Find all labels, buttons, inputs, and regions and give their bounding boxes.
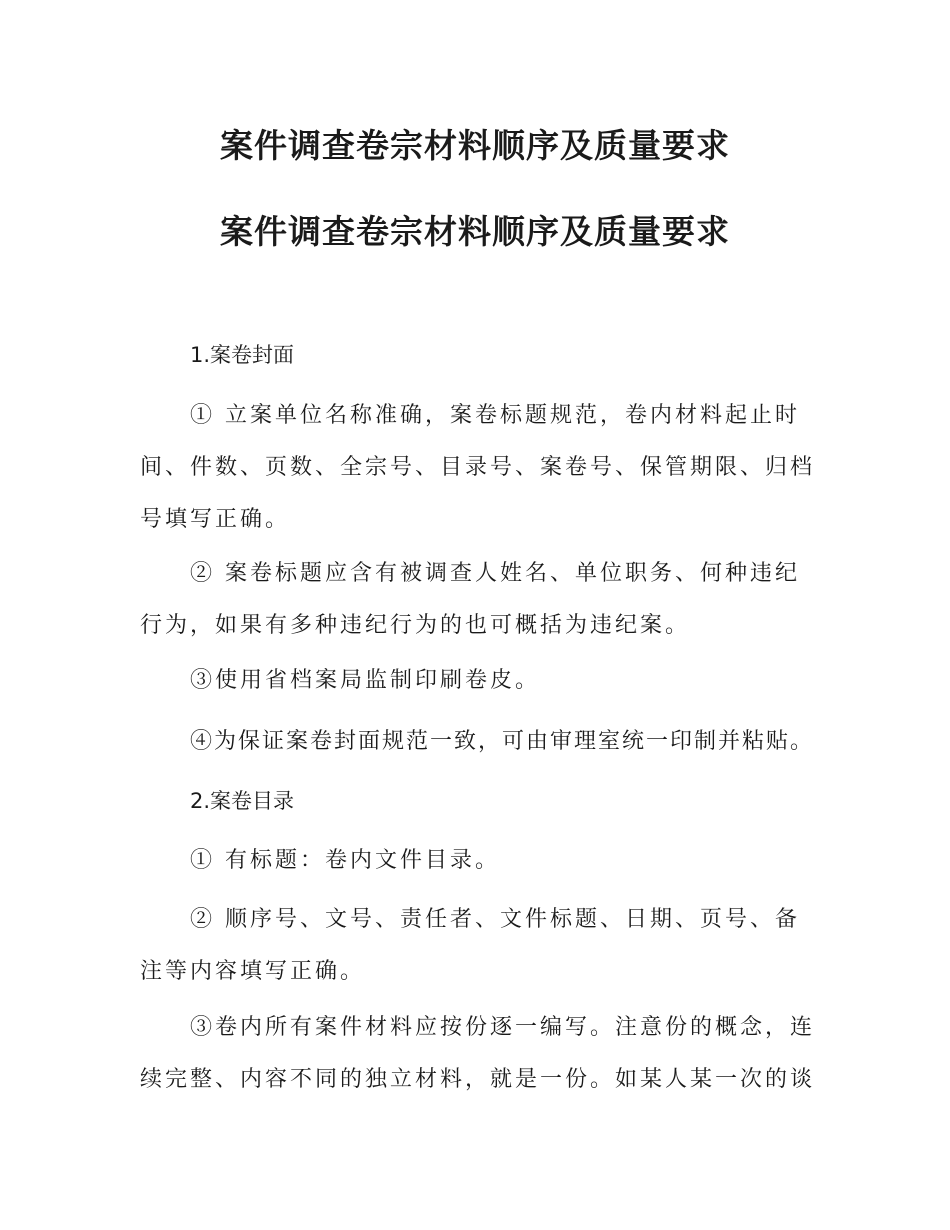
text-line: ② 顺序号、文号、责任者、文件标题、日期、页号、备: [190, 907, 800, 932]
text-line: ② 案卷标题应含有被调查人姓名、单位职务、何种违纪: [190, 561, 800, 586]
document-subtitle: 案件调查卷宗材料顺序及质量要求: [220, 212, 730, 251]
text-line: ① 立案单位名称准确，案卷标题规范，卷内材料起止时: [190, 403, 800, 428]
section-heading-catalog: 2.案卷目录: [190, 789, 295, 813]
text-line: ③卷内所有案件材料应按份逐一编写。注意份的概念，连: [190, 1015, 816, 1040]
text-line: ① 有标题：卷内文件目录。: [190, 848, 500, 873]
paragraph-catalog-1: [140, 835, 830, 887]
text-line: 续完整、内容不同的独立材料，就是一份。如某人某一次的谈: [140, 1067, 816, 1092]
text-line: 间、件数、页数、全宗号、目录号、案卷号、保管期限、归档: [140, 455, 816, 480]
paragraph-cover-2: [140, 548, 830, 652]
document-title: 案件调查卷宗材料顺序及质量要求: [220, 126, 730, 165]
paragraph-cover-4: [140, 716, 830, 768]
text-line: 行为，如果有多种违纪行为的也可概括为违纪案。: [140, 613, 691, 638]
text-line: ④为保证案卷封面规范一致，可由审理室统一印制并粘贴。: [190, 729, 815, 754]
paragraph-catalog-3: [140, 1002, 830, 1106]
text-line: ③使用省档案局监制印刷卷皮。: [190, 668, 541, 693]
section-heading-cover: 1.案卷封面: [190, 343, 295, 367]
text-line: 注等内容填写正确。: [140, 959, 366, 984]
text-line: 号填写正确。: [140, 507, 291, 532]
paragraph-cover-1: [140, 390, 830, 546]
paragraph-cover-3: [140, 655, 830, 707]
paragraph-catalog-2: [140, 894, 830, 998]
